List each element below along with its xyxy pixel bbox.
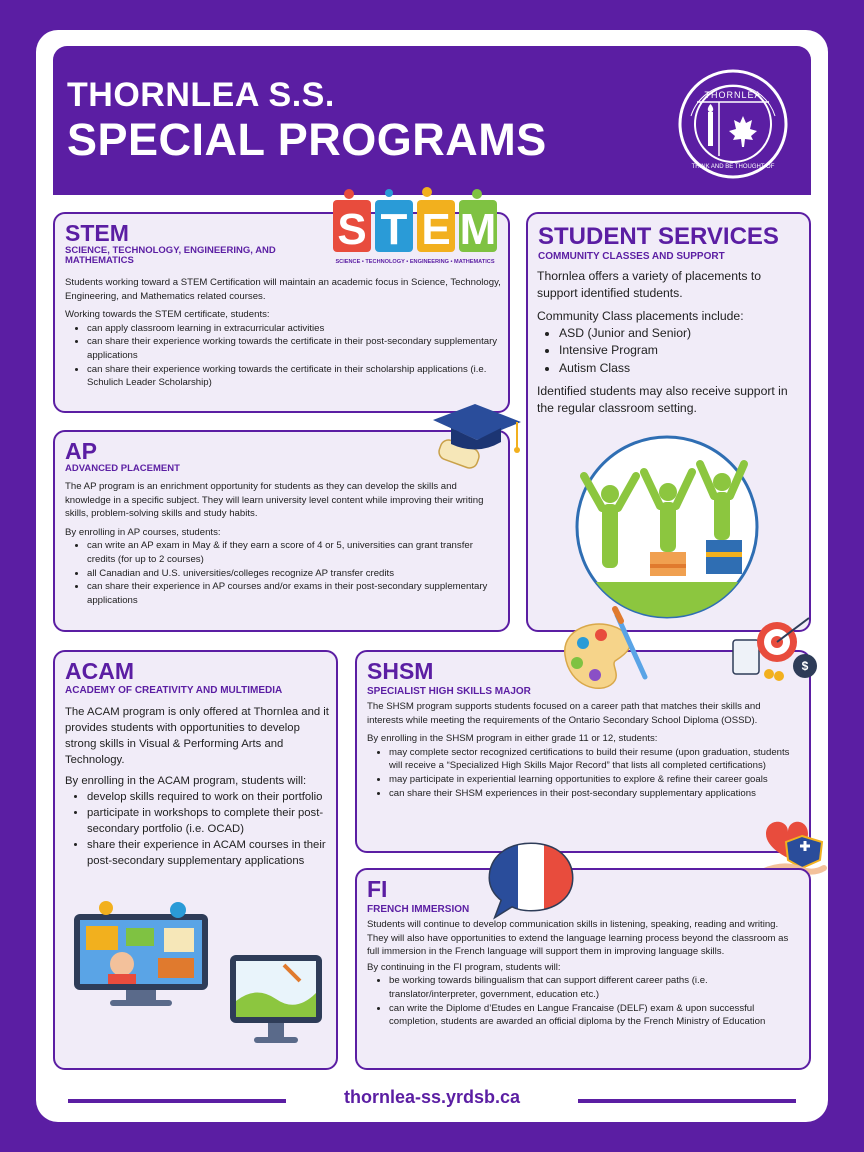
stem-logo-gears-icon — [344, 187, 482, 199]
gear-icon — [99, 901, 113, 915]
list-item: • can share their experience in AP courses and/or exams in their post-secondary supplementary applications — [87, 580, 495, 607]
acam-body — [65, 704, 333, 869]
acam-subtitle: ACADEMY OF CREATIVITY AND MULTIMEDIA — [65, 685, 283, 696]
school-name: THORNLEA S.S. — [67, 76, 335, 114]
svg-text:SCIENCE • TECHNOLOGY • ENGINEE: SCIENCE • TECHNOLOGY • ENGINEERING • MATHEMATICS — [335, 259, 495, 265]
students-celebrating-illustration — [572, 432, 762, 622]
student-services-bullet-list — [537, 325, 797, 377]
svg-text:M: M — [459, 205, 497, 254]
svg-text:$: $ — [801, 659, 809, 673]
list-item: • may complete sector recognized certifications to build their resume (upon graduation, students will receive a “Specialized High Skills Major Record” that lists all completed certifications) — [389, 746, 793, 773]
shsm-bullet-list — [367, 746, 793, 800]
fi-intro: Students will continue to develop communication skills in listening, speaking, reading and writing. They will also have opportunities to extend the language learning process beyond the classroom as full immersion in the French language will support them in improving language skills. — [367, 919, 789, 958]
ap-lead: By enrolling in AP courses, students: — [65, 526, 221, 538]
stem-intro: Students working toward a STEM Certification will maintain an academic focus in Science, Technology, Engineering, and Mathematics related courses. — [65, 277, 501, 302]
list-item: • share their experience in ACAM courses in their post-secondary supplementary applications — [87, 837, 333, 869]
list-item: • all Canadian and U.S. universities/colleges recognize AP transfer credits — [87, 567, 495, 581]
paint-monitor-icon — [226, 945, 326, 1055]
acam-lead: By enrolling in the ACAM program, students will: — [65, 775, 307, 788]
fi-title: FI — [367, 876, 388, 902]
stem-bullet-list — [65, 322, 503, 390]
student-services-intro: Thornlea offers a variety of placements to support identified students. — [537, 269, 762, 301]
acam-intro: The ACAM program is only offered at Thornlea and it provides students with opportunities to develop strong skills in Visual & Performing Arts and Technology. — [65, 706, 329, 767]
student-services-outro: Identified students may also receive support in the regular classroom setting. — [537, 383, 788, 416]
shsm-intro: The SHSM program supports students focused on a career path that matches their skills and interests while meeting the requirements of the Ontario Secondary School Diploma (OSSD). — [367, 701, 761, 726]
student-services-title: STUDENT SERVICES — [538, 223, 779, 250]
globe-icon — [170, 902, 186, 918]
stem-logo-illustration — [327, 186, 503, 266]
svg-text:THORNLEA: THORNLEA — [704, 90, 762, 100]
student-services-body — [537, 268, 797, 423]
list-item: • be working towards bilingualism that can support different career paths (i.e. translator/interpreter, government, education etc.) — [389, 974, 797, 1001]
fi-bullet-list — [367, 974, 797, 1028]
shsm-title: SHSM — [367, 658, 434, 684]
ap-intro: The AP program is an enrichment opportunity for students as they can develop the skills and knowledge in a specific subject. They will learn university level content while improving their writing skills, problem-solving skills and study habits. — [65, 481, 484, 520]
multimedia-computer-illustration — [66, 900, 216, 1010]
ap-body — [65, 480, 495, 607]
list-item: • may participate in experiential learning opportunities to explore & refine their career goals — [389, 773, 793, 787]
fi-lead: By continuing in the FI program, students will: — [367, 961, 561, 973]
student-services-lead: Community Class placements include: — [537, 308, 744, 323]
french-flag-speech-bubble-icon — [486, 840, 576, 920]
svg-text:T: T — [380, 205, 408, 254]
stem-lead: Working towards the STEM certificate, students: — [65, 309, 270, 321]
shsm-body — [367, 700, 793, 800]
acam-bullet-list — [65, 789, 333, 869]
school-crest-logo — [677, 68, 789, 180]
list-item: • ASD (Junior and Senior) — [559, 325, 797, 342]
graduation-cap-icon — [425, 400, 525, 480]
ap-title: AP — [65, 438, 97, 464]
shsm-subtitle: SPECIALIST HIGH SKILLS MAJOR — [367, 686, 531, 697]
fi-body — [367, 918, 797, 1029]
list-item: • can share their experience working towards the certificate in their post-secondary supplementary applications — [87, 335, 503, 362]
list-item: • develop skills required to work on their portfolio — [87, 789, 333, 805]
student-services-subtitle: COMMUNITY CLASSES AND SUPPORT — [538, 251, 725, 262]
list-item: • can share their SHSM experiences in their post-secondary supplementary applications — [389, 787, 793, 801]
svg-text:E: E — [421, 205, 451, 254]
list-item: • can apply classroom learning in extracurricular activities — [87, 322, 503, 336]
list-item: • can write an AP exam in May & if they earn a score of 4 or 5, universities can grant transfer credits (for up to 2 courses) — [87, 539, 495, 566]
shsm-lead: By enrolling in the SHSM program in either grade 11 or 12, students: — [367, 733, 658, 745]
acam-title: ACAM — [65, 658, 134, 684]
list-item: • Intensive Program — [559, 342, 797, 359]
svg-text:THINK AND BE THOUGHT OF: THINK AND BE THOUGHT OF — [691, 164, 775, 170]
list-item: • can write the Diplome d’Etudes en Langue Francaise (DELF) exam & upon successful completion, students are awarded an official diploma by the French Ministry of Education — [389, 1002, 797, 1029]
page-title: SPECIAL PROGRAMS — [67, 114, 547, 165]
paint-palette-icon — [555, 605, 655, 695]
target-goals-icon — [725, 612, 821, 682]
stem-subtitle: SCIENCE, TECHNOLOGY, ENGINEERING, AND MATHEMATICS — [65, 245, 276, 267]
fi-subtitle: FRENCH IMMERSION — [367, 904, 470, 915]
header-banner — [53, 46, 811, 195]
footer-divider-right — [578, 1099, 796, 1103]
ap-subtitle: ADVANCED PLACEMENT — [65, 463, 180, 474]
list-item: • Autism Class — [559, 360, 797, 377]
svg-text:S: S — [337, 205, 367, 254]
stem-title: STEM — [65, 220, 129, 246]
footer-website-link[interactable]: thornlea-ss.yrdsb.ca — [343, 1087, 521, 1107]
list-item: • can share their experience working towards the certificate in their scholarship applications (i.e. Schulich Leader Scholarship) — [87, 363, 503, 390]
footer-divider-left — [68, 1099, 286, 1103]
stem-body — [65, 276, 503, 390]
list-item: • participate in workshops to complete their post-secondary portfolio (i.e. OCAD) — [87, 805, 333, 837]
ap-bullet-list — [65, 539, 495, 607]
